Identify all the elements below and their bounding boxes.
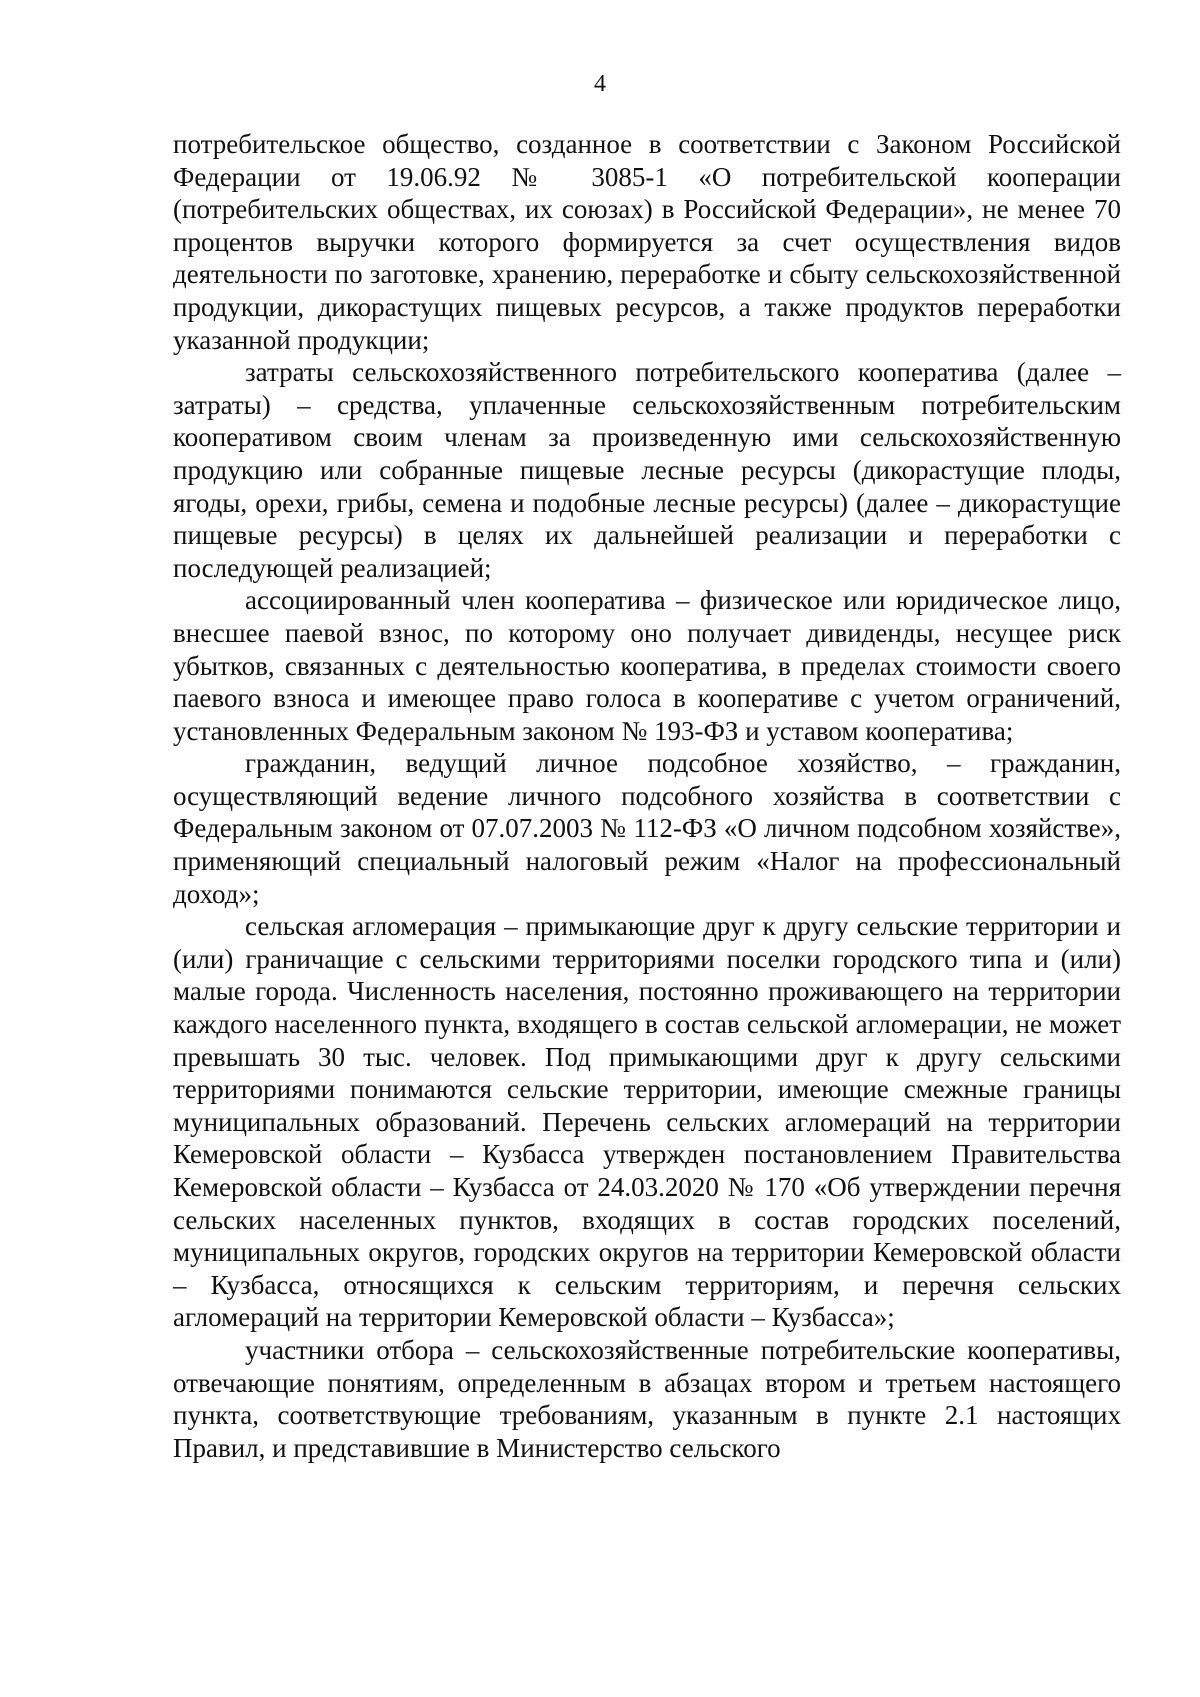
- paragraph-consumer-society: потребительское общество, созданное в соответствии с Законом Российской Федерации от 19.06.92 № 3085-1 «О потребительской кооперации (потребительских обществах, их союзах) в Российской Федерации», не менее 70 процентов выручки которого формируется за счет осуществления видов деятельности по заготовке, хранению, переработке и сбыту сельскохозяйственной продукции, дикорастущих пищевых ресурсов, а также продуктов переработки указанной продукции;: [173, 129, 1121, 355]
- page-number: 4: [594, 71, 606, 97]
- document-body: [173, 128, 1121, 1464]
- paragraph-costs-definition: затраты сельскохозяйственного потребительского кооператива (далее – затраты) – средства, уплаченные сельскохозяйственным потребительским кооперативом своим членам за произведенную ими сельскохозяйственную продукцию или собранные пищевые лесные ресурсы (дикорастущие плоды, ягоды, орехи, грибы, семена и подобные лесные ресурсы) (далее – дикорастущие пищевые ресурсы) в целях их дальнейшей реализации и переработки с последующей реализацией;: [173, 357, 1121, 583]
- paragraph-private-farmer: гражданин, ведущий личное подсобное хозяйство, – гражданин, осуществляющий ведение личного подсобного хозяйства в соответствии с Федеральным законом от 07.07.2003 № 112-ФЗ «О личном подсобном хозяйстве», применяющий специальный налоговый режим «Налог на профессиональный доход»;: [173, 748, 1121, 909]
- paragraph-selection-participants: участники отбора – сельскохозяйственные потребительские кооперативы, отвечающие понятиям, определенным в абзацах втором и третьем настоящего пункта, соответствующие требованиям, указанным в пункте 2.1 настоящих Правил, и представившие в Министерство сельского: [173, 1334, 1121, 1463]
- paragraph-associate-member: ассоциированный член кооператива – физическое или юридическое лицо, внесшее паевой взнос, по которому оно получает дивиденды, несущее риск убытков, связанных с деятельностью кооператива, в пределах стоимости своего паевого взноса и имеющее право голоса в кооперативе с учетом ограничений, установленных Федеральным законом № 193-ФЗ и уставом кооператива;: [173, 585, 1121, 746]
- paragraph-rural-agglomeration: сельская агломерация – примыкающие друг к другу сельские территории и (или) граничащие с сельскими территориями поселки городского типа и (или) малые города. Численность населения, постоянно проживающего на территории каждого населенного пункта, входящего в состав сельской агломерации, не может превышать 30 тыс. человек. Под примыкающими друг к другу сельскими территориями понимаются сельские территории, имеющие смежные границы муниципальных образований. Перечень сельских агломераций на территории Кемеровской области – Кузбасса утвержден постановлением Правительства Кемеровской области – Кузбасса от 24.03.2020 № 170 «Об утверждении перечня сельских населенных пунктов, входящих в состав городских поселений, муниципальных округов, городских округов на территории Кемеровской области – Кузбасса, относящихся к сельским территориям, и перечня сельских агломераций на территории Кемеровской области – Кузбасса»;: [173, 911, 1121, 1333]
